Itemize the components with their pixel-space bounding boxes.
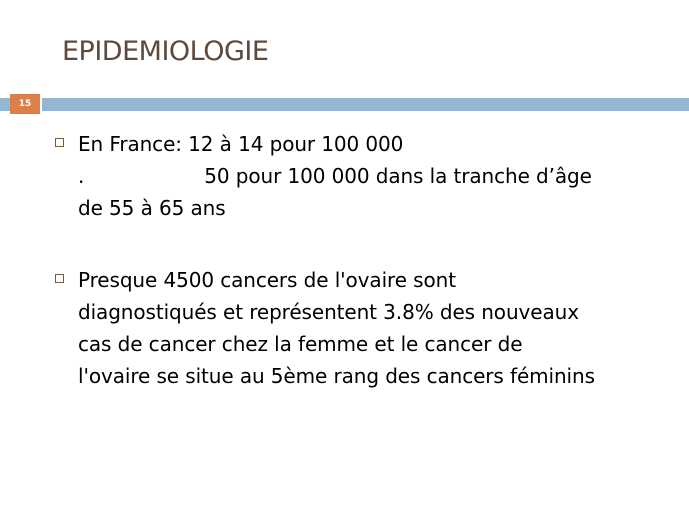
bullet-item — [52, 264, 677, 392]
bullet-item — [52, 128, 677, 224]
bullet-line — [78, 160, 677, 192]
bullet-line: l'ovaire se situe au 5ème rang des cancers féminins — [78, 364, 595, 388]
bullet-line: de 55 à 65 ans — [78, 196, 226, 220]
bullet-line-continuation: 50 pour 100 000 dans la tranche d’âge — [204, 164, 592, 188]
header-bar-left — [0, 98, 10, 111]
slide-number: 15 — [10, 94, 40, 114]
bullet-line: diagnostiqués et représentent 3.8% des nouveaux — [78, 300, 579, 324]
bullet-line: Presque 4500 cancers de l'ovaire sont — [78, 268, 456, 292]
hollow-square-bullet-icon — [55, 274, 64, 283]
hollow-square-bullet-icon — [55, 138, 64, 147]
header-bar — [42, 98, 689, 111]
bullet-line-dot: . — [78, 164, 85, 188]
slide-title: EPIDEMIOLOGIE — [62, 36, 269, 67]
bullet-list — [52, 128, 677, 392]
bullet-line: cas de cancer chez la femme et le cancer de — [78, 332, 523, 356]
bullet-line: En France: 12 à 14 pour 100 000 — [78, 132, 404, 156]
